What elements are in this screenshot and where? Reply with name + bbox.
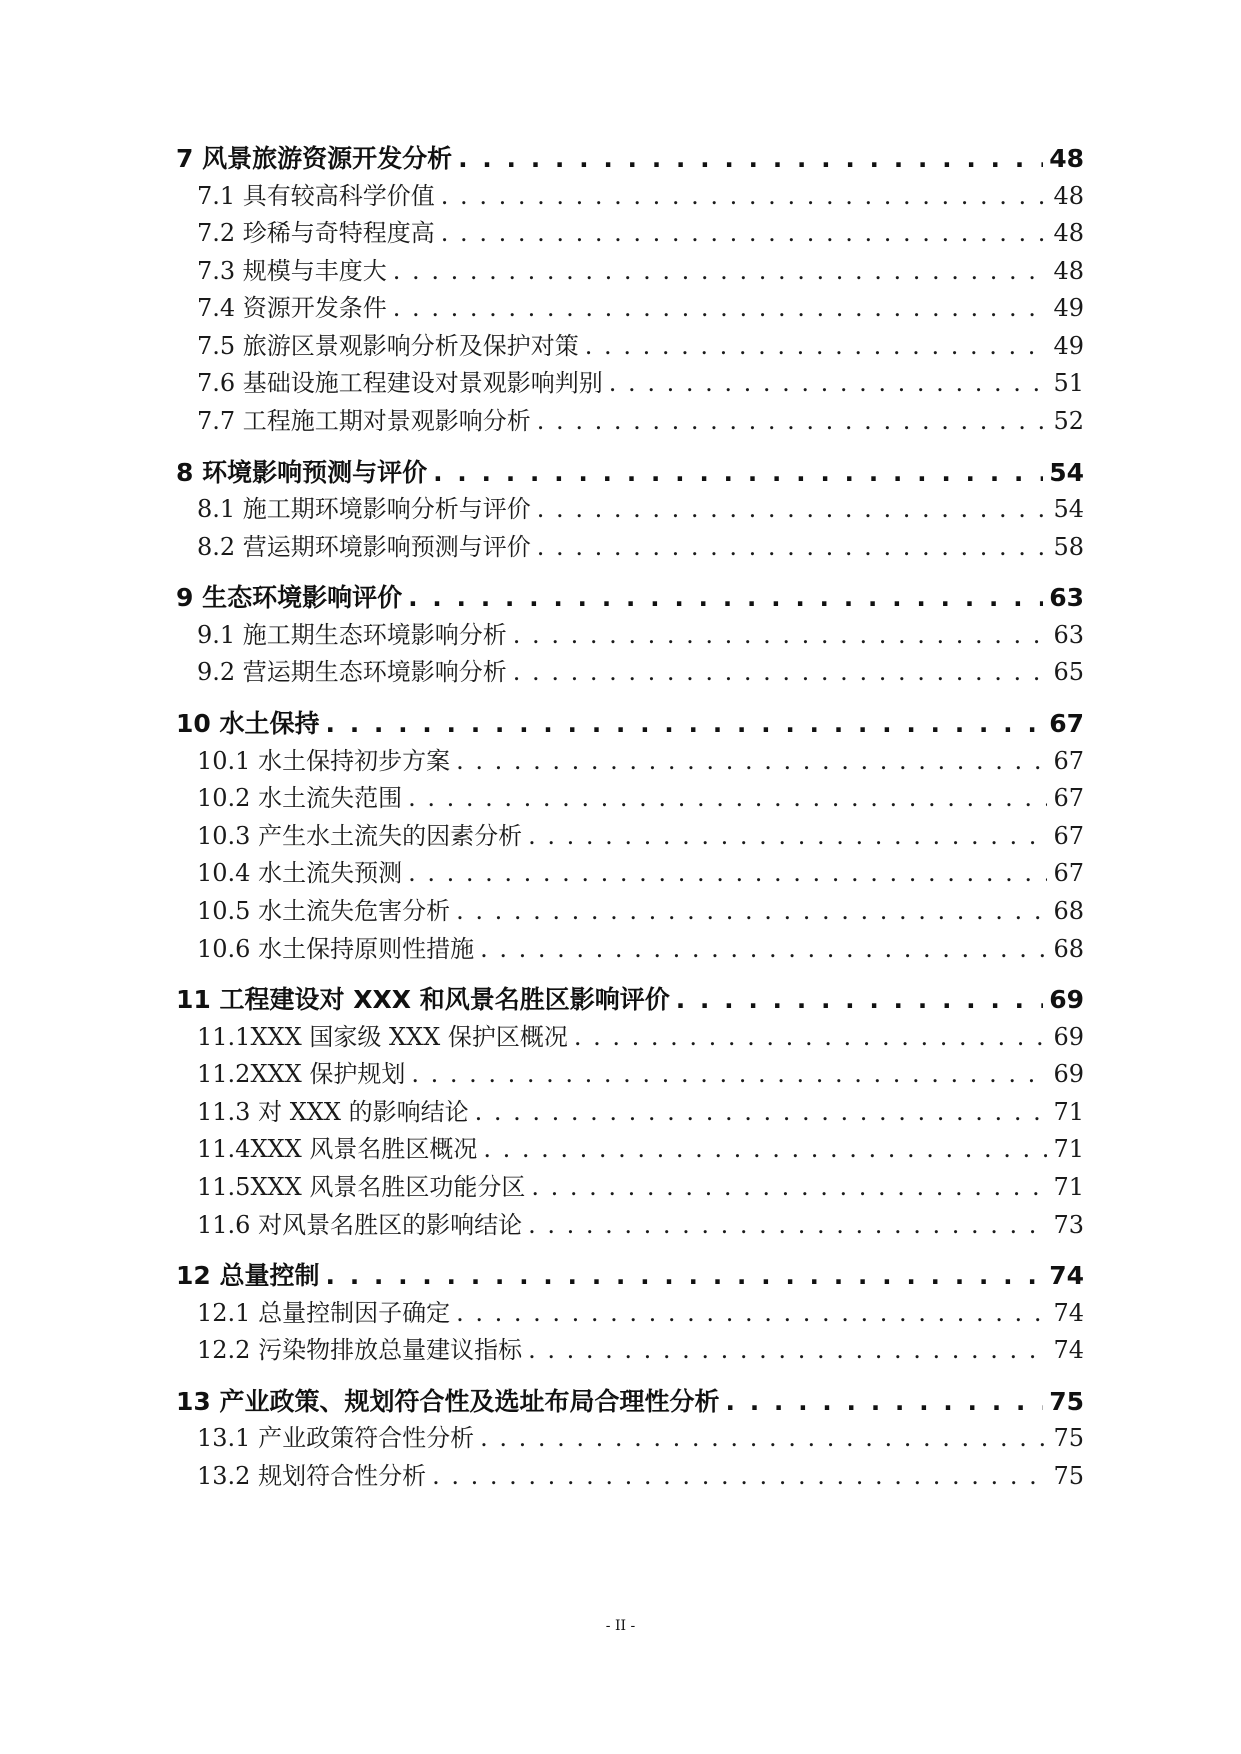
dot-leader	[326, 1257, 1044, 1295]
toc-section[interactable]	[176, 178, 1084, 216]
toc-entry-title: 7.1 具有较高科学价值	[197, 181, 435, 210]
toc-entry-title: 7.6 基础设施工程建设对景观影响判别	[197, 369, 603, 398]
toc-page-number: 68	[1053, 896, 1084, 925]
toc-section[interactable]	[176, 1056, 1084, 1094]
toc-section[interactable]	[176, 529, 1084, 567]
toc-entry-title: 10.4 水土流失预测	[197, 859, 403, 888]
toc-entry-title: 10.2 水土流失范围	[197, 784, 403, 813]
toc-entry-title: 11.2XXX 保护规划	[197, 1060, 406, 1089]
toc-page-number: 67	[1053, 746, 1084, 775]
table-of-contents	[176, 140, 1084, 1496]
toc-chapter[interactable]	[176, 1383, 1084, 1421]
toc-entry-title: 13.2 规划符合性分析	[197, 1461, 427, 1490]
toc-section[interactable]	[176, 215, 1084, 253]
toc-page-number: 67	[1049, 709, 1084, 739]
toc-section[interactable]	[176, 780, 1084, 818]
toc-section[interactable]	[176, 855, 1084, 893]
toc-page-number: 67	[1053, 784, 1084, 813]
dot-leader	[528, 818, 1047, 856]
toc-section[interactable]	[176, 365, 1084, 403]
toc-entry-title: 7.3 规模与丰度大	[197, 256, 387, 285]
toc-section[interactable]	[176, 491, 1084, 529]
toc-chapter[interactable]	[176, 579, 1084, 617]
dot-leader	[432, 1458, 1047, 1496]
dot-leader	[326, 705, 1044, 743]
dot-leader	[480, 1420, 1047, 1458]
toc-entry-title: 9 生态环境影响评价	[176, 583, 403, 613]
toc-page-number: 48	[1053, 181, 1084, 210]
toc-entry-title: 10.5 水土流失危害分析	[197, 896, 451, 925]
toc-page-number: 48	[1053, 219, 1084, 248]
toc-section[interactable]	[176, 617, 1084, 655]
dot-leader	[609, 365, 1048, 403]
toc-entry-title: 13.1 产业政策符合性分析	[197, 1424, 475, 1453]
dot-leader	[441, 215, 1048, 253]
toc-page-number: 65	[1053, 658, 1084, 687]
toc-section[interactable]	[176, 743, 1084, 781]
toc-page-number: 48	[1049, 144, 1084, 173]
toc-entry-title: 11.4XXX 风景名胜区概况	[197, 1135, 478, 1164]
toc-page-number: 75	[1053, 1424, 1084, 1453]
toc-entry-title: 7.2 珍稀与奇特程度高	[197, 219, 435, 248]
dot-leader	[531, 1169, 1047, 1207]
page-number: - II -	[605, 1618, 636, 1634]
dot-leader	[393, 253, 1048, 291]
dot-leader	[574, 1019, 1048, 1057]
toc-section[interactable]	[176, 1019, 1084, 1057]
toc-entry-title: 11 工程建设对 XXX 和风景名胜区影响评价	[176, 985, 670, 1015]
toc-entry-title: 13 产业政策、规划符合性及选址布局合理性分析	[176, 1386, 720, 1416]
dot-leader	[585, 328, 1048, 366]
dot-leader	[393, 290, 1048, 328]
toc-entry-title: 11.5XXX 风景名胜区功能分区	[197, 1172, 526, 1201]
dot-leader	[483, 1131, 1047, 1169]
toc-page-number: 51	[1053, 369, 1084, 398]
toc-entry-title: 7.5 旅游区景观影响分析及保护对策	[197, 331, 579, 360]
dot-leader	[528, 1332, 1047, 1370]
toc-entry-title: 12.1 总量控制因子确定	[197, 1298, 451, 1327]
dot-leader	[456, 893, 1047, 931]
toc-entry-title: 10.6 水土保持原则性措施	[197, 934, 475, 963]
dot-leader	[513, 654, 1048, 692]
toc-page-number: 49	[1053, 294, 1084, 323]
dot-leader	[408, 780, 1047, 818]
toc-section[interactable]	[176, 290, 1084, 328]
toc-page-number: 54	[1053, 495, 1084, 524]
toc-page-number: 71	[1053, 1172, 1084, 1201]
toc-section[interactable]	[176, 654, 1084, 692]
toc-section[interactable]	[176, 328, 1084, 366]
dot-leader	[456, 743, 1047, 781]
toc-page-number: 74	[1053, 1298, 1084, 1327]
toc-page-number: 74	[1053, 1336, 1084, 1365]
toc-chapter[interactable]	[176, 140, 1084, 178]
toc-entry-title: 7 风景旅游资源开发分析	[176, 144, 453, 173]
toc-section[interactable]	[176, 893, 1084, 931]
toc-entry-title: 9.2 营运期生态环境影响分析	[197, 658, 507, 687]
toc-section[interactable]	[176, 1094, 1084, 1132]
dot-leader	[433, 454, 1043, 492]
toc-section[interactable]	[176, 931, 1084, 969]
dot-leader	[537, 529, 1048, 567]
dot-leader	[408, 579, 1043, 617]
dot-leader	[537, 403, 1048, 441]
toc-page-number: 67	[1053, 821, 1084, 850]
toc-page-number: 69	[1053, 1060, 1084, 1089]
toc-page-number: 75	[1049, 1386, 1084, 1416]
dot-leader	[458, 140, 1043, 178]
toc-page-number: 74	[1049, 1261, 1084, 1291]
toc-entry-title: 10 水土保持	[176, 709, 320, 739]
toc-entry-title: 7.4 资源开发条件	[197, 294, 387, 323]
toc-page-number: 73	[1053, 1210, 1084, 1239]
toc-page-number: 68	[1053, 934, 1084, 963]
dot-leader	[441, 178, 1048, 216]
toc-entry-title: 10.1 水土保持初步方案	[197, 746, 451, 775]
toc-chapter[interactable]	[176, 1257, 1084, 1295]
dot-leader	[480, 931, 1047, 969]
toc-page-number: 48	[1053, 256, 1084, 285]
dot-leader	[408, 855, 1047, 893]
toc-chapter[interactable]	[176, 705, 1084, 743]
toc-page-number: 69	[1049, 985, 1084, 1015]
toc-section[interactable]	[176, 1420, 1084, 1458]
toc-entry-title: 11.3 对 XXX 的影响结论	[197, 1097, 469, 1126]
toc-entry-title: 7.7 工程施工期对景观影响分析	[197, 407, 531, 436]
toc-page-number: 71	[1053, 1097, 1084, 1126]
toc-section[interactable]	[176, 1169, 1084, 1207]
toc-page-number: 71	[1053, 1135, 1084, 1164]
toc-page-number: 67	[1053, 859, 1084, 888]
toc-section[interactable]	[176, 1131, 1084, 1169]
toc-page-number: 63	[1049, 583, 1084, 613]
toc-entry-title: 9.1 施工期生态环境影响分析	[197, 620, 507, 649]
dot-leader	[537, 491, 1048, 529]
dot-leader	[411, 1056, 1047, 1094]
toc-chapter[interactable]	[176, 454, 1084, 492]
toc-section[interactable]	[176, 818, 1084, 856]
toc-entry-title: 12.2 污染物排放总量建议指标	[197, 1336, 523, 1365]
toc-section[interactable]	[176, 1207, 1084, 1245]
toc-section[interactable]	[176, 253, 1084, 291]
dot-leader	[475, 1094, 1048, 1132]
toc-page-number: 52	[1053, 407, 1084, 436]
dot-leader	[676, 981, 1043, 1019]
dot-leader	[456, 1295, 1047, 1333]
toc-chapter[interactable]	[176, 981, 1084, 1019]
toc-entry-title: 8.1 施工期环境影响分析与评价	[197, 495, 531, 524]
toc-page-number: 69	[1053, 1022, 1084, 1051]
toc-entry-title: 10.3 产生水土流失的因素分析	[197, 821, 523, 850]
toc-page-number: 58	[1053, 532, 1084, 561]
dot-leader	[528, 1207, 1047, 1245]
toc-section[interactable]	[176, 1295, 1084, 1333]
toc-page-number: 54	[1049, 457, 1084, 487]
toc-entry-title: 11.6 对风景名胜区的影响结论	[197, 1210, 523, 1239]
toc-entry-title: 11.1XXX 国家级 XXX 保护区概况	[197, 1022, 568, 1051]
toc-page-number: 75	[1053, 1461, 1084, 1490]
toc-section[interactable]	[176, 1332, 1084, 1370]
toc-page-number: 49	[1053, 331, 1084, 360]
dot-leader	[513, 617, 1048, 655]
toc-entry-title: 12 总量控制	[176, 1261, 320, 1291]
toc-section[interactable]	[176, 1458, 1084, 1496]
toc-section[interactable]	[176, 403, 1084, 441]
toc-entry-title: 8.2 营运期环境影响预测与评价	[197, 532, 531, 561]
toc-page-number: 63	[1053, 620, 1084, 649]
dot-leader	[726, 1383, 1044, 1421]
toc-entry-title: 8 环境影响预测与评价	[176, 457, 428, 487]
